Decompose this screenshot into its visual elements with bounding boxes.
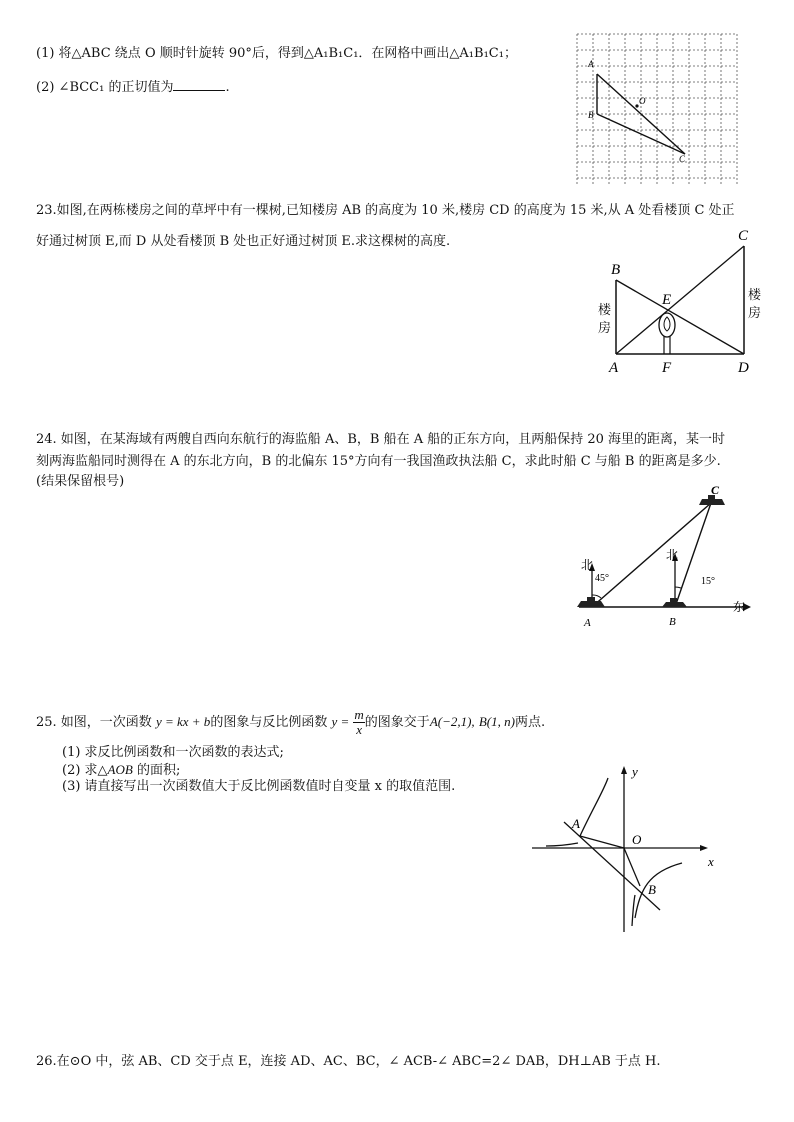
label-B: B: [648, 882, 656, 897]
tree-icon: [659, 313, 675, 354]
q25-sub2-suffix: 的面积;: [132, 763, 181, 778]
q22-grid-figure: [575, 30, 743, 190]
label-O: O: [639, 96, 646, 106]
q25-intro: [36, 708, 545, 737]
label-A: A: [588, 59, 594, 69]
label-angle-15: 15°: [701, 576, 715, 587]
point-A-coords: A(−2,1),: [429, 714, 475, 729]
label-D: D: [738, 360, 749, 376]
sightline-BD: [616, 280, 744, 354]
q25-sub2: [62, 762, 180, 779]
label-angle-45: 45°: [595, 573, 609, 584]
segment-OB: [624, 848, 640, 886]
hyperbola-tail-lower: [632, 895, 635, 926]
q22-part2-suffix: .: [225, 80, 230, 95]
label-building-right: 楼房: [748, 288, 762, 321]
label-x: x: [708, 854, 714, 869]
fraction-numerator: m: [354, 707, 364, 722]
hyperbola-tail-left: [546, 843, 578, 846]
label-B: B: [669, 616, 676, 628]
q25-intro-b: 的图象与反比例函数: [210, 715, 328, 730]
label-E: E: [662, 292, 672, 308]
label-C: C: [738, 228, 749, 244]
q22-part2-prefix: (2) ∠BCC₁ 的正切值为: [36, 80, 174, 95]
q26-line1: 26.在⊙O 中，弦 AB、CD 交于点 E，连接 AD、AC、BC，∠ ACB-∠ ABC=2∠ DAB，DH⊥AB 于点 H.: [36, 1054, 661, 1069]
q23-line1: 23.如图,在两栋楼房之间的草坪中有一棵树,已知楼房 AB 的高度为 10 米,楼房 CD 的高度为 15 米,从 A 处看楼顶 C 处正: [36, 203, 735, 218]
q24-line1: 24. 如图，在某海域有两艘自西向东航行的海监船 A、B，B 船在 A 船的正东方向，且两船保持 20 海里的距离，某一时: [36, 432, 726, 447]
ship-icon: [662, 598, 687, 607]
q25-sub1: (1) 求反比例函数和一次函数的表达式;: [62, 745, 284, 760]
q23-buildings-figure: [592, 228, 792, 378]
label-B: B: [588, 110, 594, 120]
linear-function-line: [564, 822, 660, 910]
label-y: y: [632, 764, 638, 779]
q24-line3: (结果保留根号): [36, 474, 125, 489]
q22-part1: (1) 将△ABC 绕点 O 顺时针旋转 90°后，得到△A₁B₁C₁．在网格中画出△A₁B₁C₁；: [36, 46, 517, 61]
label-east: 东: [733, 600, 746, 614]
label-north-B: 北: [666, 548, 679, 562]
label-C: C: [679, 154, 686, 164]
label-C: C: [711, 483, 720, 497]
label-F: F: [662, 360, 672, 376]
linear-function: y = kx + b: [155, 714, 211, 729]
q25-intro-c: 的图象交于: [364, 715, 430, 730]
q25-sub2-prefix: (2) 求△: [62, 763, 108, 778]
fraction-denominator: x: [356, 722, 362, 737]
sightline-AC: [616, 246, 744, 354]
point-B-coords: B(1, n): [478, 714, 515, 729]
q22-part2: [36, 79, 230, 96]
label-building-left: 楼房: [598, 303, 612, 336]
q25-intro-d: 两点.: [514, 715, 546, 730]
q24-line2: 刻两海监船同时测得在 A 的东北方向，B 的北偏东 15°方向有一我国渔政执法船 C，求此时船 C 与船 B 的距离是多少.: [36, 454, 721, 469]
q25-sub3: (3) 请直接写出一次函数值大于反比例函数值时自变量 x 的取值范围.: [62, 779, 456, 794]
q25-graph-figure: [532, 760, 732, 932]
label-A: A: [609, 360, 619, 376]
inverse-function-y: y =: [331, 714, 350, 729]
q25-intro-a: 25. 如图，一次函数: [36, 715, 152, 730]
inverse-function-fraction: [353, 708, 364, 737]
q24-ships-figure: [565, 485, 775, 630]
triangle-AOB: AOB: [107, 762, 133, 777]
q23-line2: 好通过树顶 E,而 D 从处看楼顶 B 处也正好通过树顶 E.求这棵树的高度.: [36, 234, 451, 249]
answer-blank: [173, 79, 225, 91]
angle-arc-15: [675, 587, 681, 588]
x-axis-arrow-icon: [700, 845, 708, 851]
hyperbola-branch-lower: [635, 863, 682, 918]
label-A: A: [572, 816, 580, 831]
label-B: B: [611, 262, 621, 278]
hyperbola-branch-upper: [580, 778, 608, 836]
label-north-A: 北: [581, 558, 594, 572]
y-axis-arrow-icon: [621, 766, 627, 774]
label-O: O: [632, 832, 642, 847]
dotted-grid: [577, 34, 737, 186]
label-A: A: [584, 617, 591, 629]
